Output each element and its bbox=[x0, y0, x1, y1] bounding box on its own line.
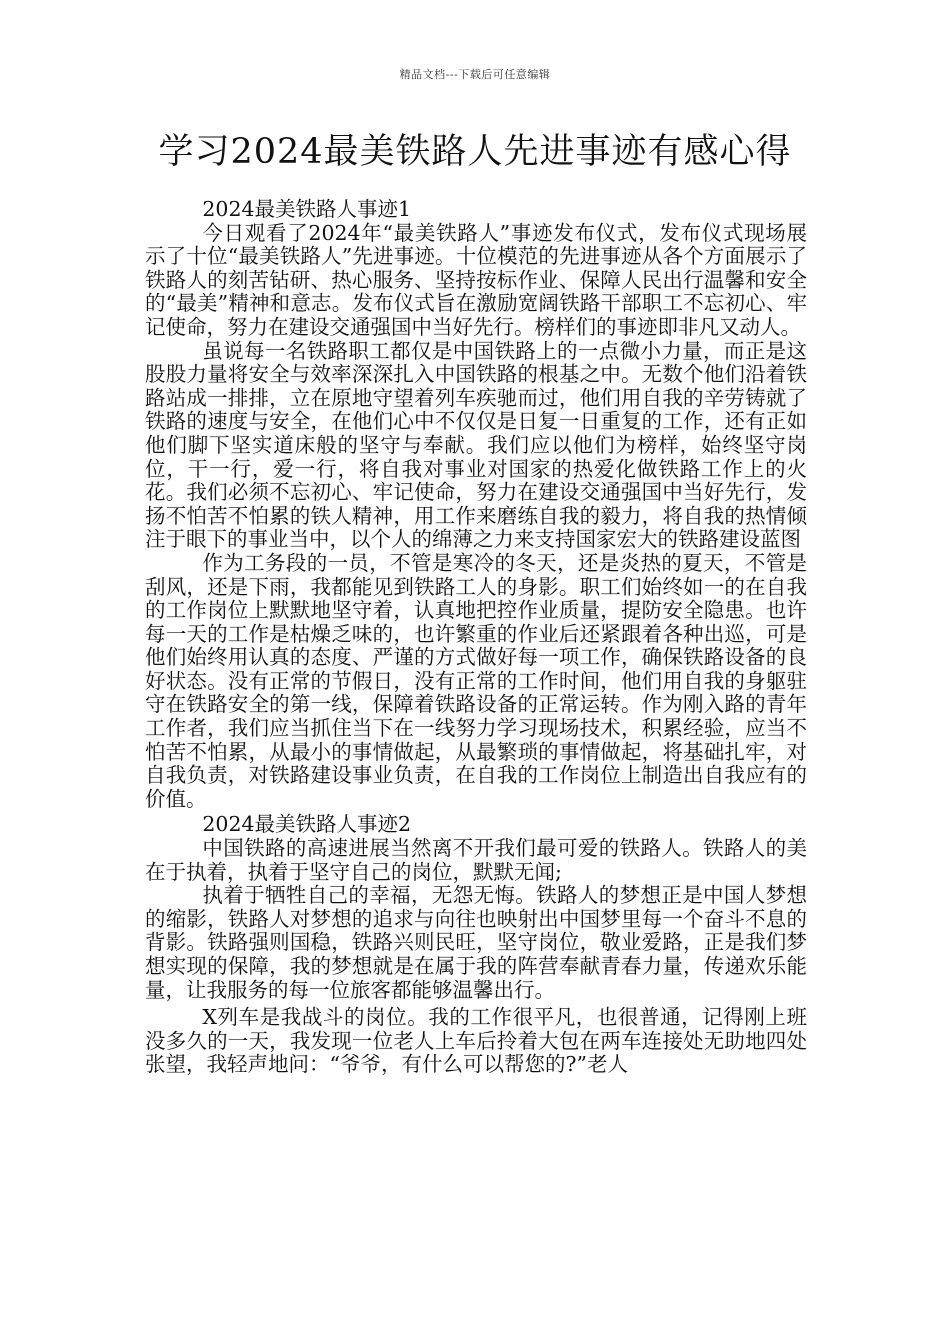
paragraph: 虽说每一名铁路职工都仅是中国铁路上的一点微小力量，而正是这股股力量将安全与效率深深扎入中国铁路的根基之中。无数个他们沿着铁路站成一排排，立在原地守望着列车疾驰而过，他们用自我的辛劳铸就了铁路的速度与安全，在他们心中不仅仅是日复一日重复的工作，还有正如他们脚下坚实道床般的坚守与奉献。我们应以他们为榜样，始终坚守岗位，干一行，爱一行，将自我对事业对国家的热爱化做铁路工作上的火花。我们必须不忘初心、牢记使命，努力在建设交通强国中当好先行，发扬不怕苦不怕累的铁人精神，用工作来磨练自我的毅力，将自我的热情倾注于眼下的事业当中，以个人的绵薄之力来支持国家宏大的铁路建设蓝图 bbox=[145, 338, 807, 552]
paragraph: X列车是我战斗的岗位。我的工作很平凡，也很普通，记得刚上班没多久的一天，我发现一位老人上车后拎着大包在两车连接处无助地四处张望，我轻声地问：“爷爷，有什么可以帮您的?”老人 bbox=[145, 1005, 807, 1077]
paragraph: 中国铁路的高速进展当然离不开我们最可爱的铁路人。铁路人的美在于执着，执着于坚守自己的岗位，默默无闻; bbox=[145, 836, 807, 884]
document-title: 学习2024最美铁路人先进事迹有感心得 bbox=[158, 132, 792, 172]
paragraph: 执着于牺牲自己的幸福，无怨无悔。铁路人的梦想正是中国人梦想的缩影，铁路人对梦想的追求与向往也映射出中国梦里每一个奋斗不息的背影。铁路强则国稳，铁路兴则民旺，坚守岗位，敬业爱路，正是我们梦想实现的保障，我的梦想就是在属于我的阵营奉献青春力量，传递欢乐能量，让我服务的每一位旅客都能够温馨出行。 bbox=[145, 883, 807, 1002]
section-heading-2: 2024最美铁路人事迹2 bbox=[202, 812, 412, 837]
section-heading-1: 2024最美铁路人事迹1 bbox=[202, 197, 412, 221]
header-note: 精品文档---下载后可任意编辑 bbox=[399, 68, 551, 81]
paragraph: 作为工务段的一员，不管是寒冷的冬天，还是炎热的夏天，不管是刮风，还是下雨，我都能见到铁路工人的身影。职工们始终如一的在自我的工作岗位上默默地坚守着，认真地把控作业质量，提防安全隐患。也许每一天的工作是枯燥乏味的，也许繁重的作业后还紧跟着各种出巡，可是他们始终用认真的态度、严谨的方式做好每一项工作，确保铁路设备的良好状态。没有正常的节假日，没有正常的工作时间，他们用自我的身躯驻守在铁路安全的第一线，保障着铁路设备的正常运转。作为刚入路的青年工作者，我们应当抓住当下在一线努力学习现场技术，积累经验，应当不怕苦不怕累，从最小的事情做起，从最繁琐的事情做起，将基础扎牢，对自我负责，对铁路建设事业负责，在自我的工作岗位上制造出自我应有的价值。 bbox=[145, 550, 807, 811]
paragraph: 今日观看了2024年“最美铁路人”事迹发布仪式，发布仪式现场展示了十位“最美铁路人”先进事迹。十位模范的先进事迹从各个方面展示了铁路人的刻苦钻研、热心服务、坚持按标作业、保障人民出行温馨和安全的“最美”精神和意志。发布仪式旨在激励宽阔铁路干部职工不忘初心、牢记使命，努力在建设交通强国中当好先行。榜样们的事迹即非凡又动人。 bbox=[145, 220, 807, 339]
document-body bbox=[145, 198, 807, 1077]
